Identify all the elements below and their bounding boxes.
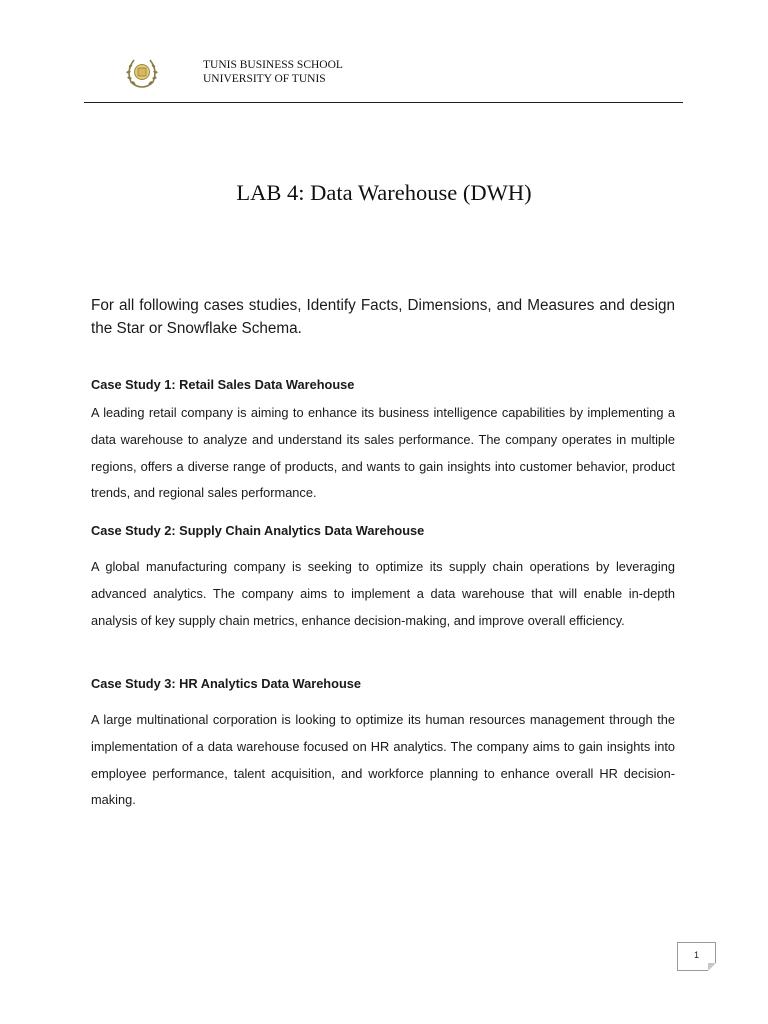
- header-divider: [84, 102, 683, 103]
- page-curl: [708, 963, 716, 971]
- case-study-2-heading: Case Study 2: Supply Chain Analytics Data Warehouse: [91, 523, 425, 538]
- intro-paragraph: For all following cases studies, Identify Facts, Dimensions, and Measures and design the Star or Snowflake Schema.: [91, 297, 675, 337]
- school-name: TUNIS BUSINESS SCHOOL: [203, 59, 343, 71]
- page-number-box: [677, 942, 716, 971]
- page-number: 1: [693, 950, 699, 960]
- school-header: [203, 59, 343, 86]
- page-title: LAB 4: Data Warehouse (DWH): [236, 180, 532, 205]
- laurel-seal-icon: [122, 54, 162, 90]
- case-study-1-heading: Case Study 1: Retail Sales Data Warehouse: [91, 377, 355, 392]
- case-study-2-text: A global manufacturing company is seeking to optimize its supply chain operations by leveraging advanced analytics. The company aims to implement a data warehouse that will enable in-depth analysis of key supply chain metrics, enhance decision-making, and improve overall efficiency.: [91, 559, 675, 628]
- case-study-3-heading: Case Study 3: HR Analytics Data Warehouse: [91, 676, 361, 691]
- university-name: UNIVERSITY OF TUNIS: [203, 72, 326, 85]
- case-study-1-text: A leading retail company is aiming to enhance its business intelligence capabilities by implementing a data warehouse to analyze and understand its sales performance. The company operates in multiple regions, offers a diverse range of products, and wants to gain insights into customer behavior, product trends, and regional sales performance.: [91, 405, 675, 501]
- case-study-3-text: A large multinational corporation is looking to optimize its human resources management through the implementation of a data warehouse focused on HR analytics. The company aims to gain insights into employee performance, talent acquisition, and workforce planning to enhance overall HR decision-making.: [91, 712, 675, 808]
